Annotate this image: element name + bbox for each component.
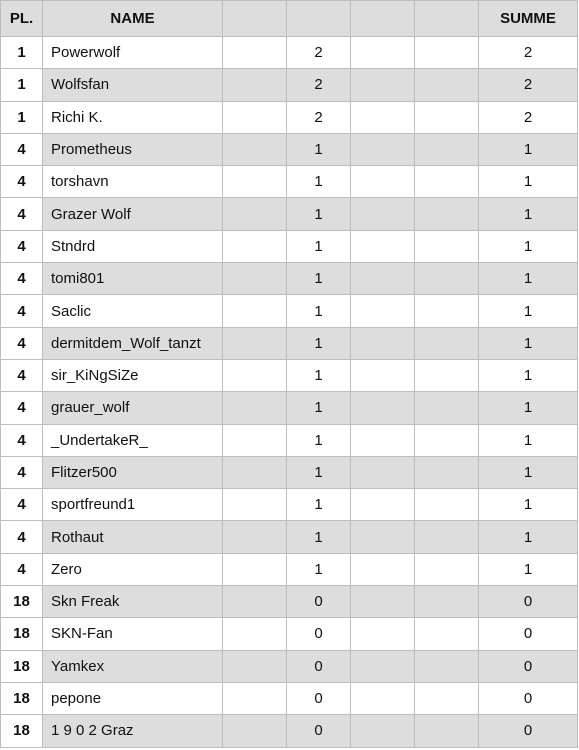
- empty-cell: [351, 198, 415, 230]
- empty-cell: [223, 715, 287, 747]
- table-row: [1, 359, 578, 391]
- header-empty-2: [287, 1, 351, 37]
- rank-cell: 4: [1, 133, 43, 165]
- empty-cell: [223, 682, 287, 714]
- summe-cell: 1: [479, 230, 578, 262]
- summe-cell: 1: [479, 359, 578, 391]
- empty-cell: [223, 133, 287, 165]
- empty-cell: [223, 618, 287, 650]
- empty-cell: [415, 198, 479, 230]
- empty-cell: [351, 69, 415, 101]
- empty-cell: [415, 359, 479, 391]
- empty-cell: [415, 392, 479, 424]
- rank-cell: 18: [1, 618, 43, 650]
- table-row: [1, 650, 578, 682]
- empty-cell: [415, 489, 479, 521]
- table-row: [1, 37, 578, 69]
- player-name-cell: grauer_wolf: [43, 392, 223, 424]
- empty-cell: [223, 101, 287, 133]
- empty-cell: [351, 166, 415, 198]
- points-cell: 1: [287, 263, 351, 295]
- summe-cell: 1: [479, 133, 578, 165]
- table-row: [1, 553, 578, 585]
- rank-cell: 4: [1, 166, 43, 198]
- empty-cell: [223, 650, 287, 682]
- header-empty-3: [351, 1, 415, 37]
- table-row: [1, 618, 578, 650]
- rank-cell: 18: [1, 586, 43, 618]
- empty-cell: [223, 327, 287, 359]
- table-row: [1, 166, 578, 198]
- rank-cell: 4: [1, 424, 43, 456]
- table-row: [1, 521, 578, 553]
- table-row: [1, 424, 578, 456]
- rank-cell: 4: [1, 198, 43, 230]
- player-name-cell: Skn Freak: [43, 586, 223, 618]
- header-name: NAME: [43, 1, 223, 37]
- rank-cell: 4: [1, 553, 43, 585]
- empty-cell: [351, 263, 415, 295]
- points-cell: 1: [287, 424, 351, 456]
- empty-cell: [223, 37, 287, 69]
- empty-cell: [223, 295, 287, 327]
- player-name-cell: Prometheus: [43, 133, 223, 165]
- summe-cell: 1: [479, 295, 578, 327]
- rank-cell: 1: [1, 69, 43, 101]
- points-cell: 1: [287, 392, 351, 424]
- empty-cell: [351, 327, 415, 359]
- summe-cell: 1: [479, 424, 578, 456]
- empty-cell: [351, 359, 415, 391]
- rank-cell: 18: [1, 650, 43, 682]
- empty-cell: [415, 101, 479, 133]
- player-name-cell: _UndertakeR_: [43, 424, 223, 456]
- points-cell: 1: [287, 230, 351, 262]
- empty-cell: [351, 715, 415, 747]
- rank-cell: 4: [1, 263, 43, 295]
- empty-cell: [351, 392, 415, 424]
- player-name-cell: Wolfsfan: [43, 69, 223, 101]
- points-cell: 0: [287, 586, 351, 618]
- empty-cell: [351, 682, 415, 714]
- points-cell: 1: [287, 295, 351, 327]
- empty-cell: [415, 37, 479, 69]
- header-empty-4: [415, 1, 479, 37]
- table-row: [1, 489, 578, 521]
- points-cell: 1: [287, 553, 351, 585]
- rank-cell: 4: [1, 489, 43, 521]
- empty-cell: [415, 166, 479, 198]
- empty-cell: [351, 489, 415, 521]
- empty-cell: [351, 456, 415, 488]
- table-row: [1, 715, 578, 747]
- points-cell: 0: [287, 715, 351, 747]
- empty-cell: [415, 553, 479, 585]
- table-row: [1, 230, 578, 262]
- player-name-cell: Richi K.: [43, 101, 223, 133]
- header-row: [1, 1, 578, 37]
- player-name-cell: Yamkex: [43, 650, 223, 682]
- player-name-cell: Saclic: [43, 295, 223, 327]
- empty-cell: [351, 553, 415, 585]
- empty-cell: [223, 198, 287, 230]
- empty-cell: [351, 618, 415, 650]
- rank-cell: 1: [1, 101, 43, 133]
- table-row: [1, 101, 578, 133]
- player-name-cell: Rothaut: [43, 521, 223, 553]
- summe-cell: 1: [479, 553, 578, 585]
- points-cell: 0: [287, 682, 351, 714]
- table-row: [1, 327, 578, 359]
- empty-cell: [415, 618, 479, 650]
- empty-cell: [351, 37, 415, 69]
- empty-cell: [351, 521, 415, 553]
- summe-cell: 0: [479, 650, 578, 682]
- player-name-cell: sportfreund1: [43, 489, 223, 521]
- empty-cell: [415, 327, 479, 359]
- empty-cell: [223, 489, 287, 521]
- rank-cell: 4: [1, 359, 43, 391]
- empty-cell: [223, 166, 287, 198]
- summe-cell: 1: [479, 263, 578, 295]
- player-name-cell: Grazer Wolf: [43, 198, 223, 230]
- empty-cell: [351, 133, 415, 165]
- empty-cell: [223, 230, 287, 262]
- empty-cell: [351, 230, 415, 262]
- empty-cell: [223, 263, 287, 295]
- points-cell: 1: [287, 359, 351, 391]
- points-cell: 1: [287, 133, 351, 165]
- table-row: [1, 392, 578, 424]
- table-row: [1, 456, 578, 488]
- empty-cell: [223, 69, 287, 101]
- points-cell: 2: [287, 101, 351, 133]
- empty-cell: [351, 586, 415, 618]
- player-name-cell: tomi801: [43, 263, 223, 295]
- empty-cell: [223, 456, 287, 488]
- summe-cell: 2: [479, 101, 578, 133]
- player-name-cell: 1 9 0 2 Graz: [43, 715, 223, 747]
- empty-cell: [415, 133, 479, 165]
- points-cell: 1: [287, 327, 351, 359]
- empty-cell: [415, 69, 479, 101]
- empty-cell: [223, 586, 287, 618]
- player-name-cell: sir_KiNgSiZe: [43, 359, 223, 391]
- empty-cell: [223, 553, 287, 585]
- rank-cell: 4: [1, 295, 43, 327]
- empty-cell: [351, 295, 415, 327]
- empty-cell: [415, 650, 479, 682]
- empty-cell: [351, 424, 415, 456]
- rank-cell: 1: [1, 37, 43, 69]
- summe-cell: 2: [479, 69, 578, 101]
- summe-cell: 2: [479, 37, 578, 69]
- player-name-cell: dermitdem_Wolf_tanzt: [43, 327, 223, 359]
- player-name-cell: pepone: [43, 682, 223, 714]
- table-row: [1, 586, 578, 618]
- points-cell: 1: [287, 198, 351, 230]
- empty-cell: [415, 230, 479, 262]
- empty-cell: [351, 650, 415, 682]
- empty-cell: [223, 424, 287, 456]
- player-name-cell: Flitzer500: [43, 456, 223, 488]
- player-name-cell: Stndrd: [43, 230, 223, 262]
- summe-cell: 1: [479, 489, 578, 521]
- points-cell: 0: [287, 650, 351, 682]
- points-cell: 2: [287, 37, 351, 69]
- summe-cell: 1: [479, 198, 578, 230]
- rank-cell: 4: [1, 392, 43, 424]
- points-cell: 0: [287, 618, 351, 650]
- points-cell: 1: [287, 521, 351, 553]
- summe-cell: 0: [479, 618, 578, 650]
- empty-cell: [415, 263, 479, 295]
- header-summe: SUMME: [479, 1, 578, 37]
- empty-cell: [415, 521, 479, 553]
- summe-cell: 1: [479, 456, 578, 488]
- player-name-cell: SKN-Fan: [43, 618, 223, 650]
- rank-cell: 4: [1, 327, 43, 359]
- rank-cell: 4: [1, 456, 43, 488]
- empty-cell: [223, 392, 287, 424]
- player-name-cell: Zero: [43, 553, 223, 585]
- table-row: [1, 69, 578, 101]
- empty-cell: [415, 295, 479, 327]
- empty-cell: [415, 682, 479, 714]
- summe-cell: 1: [479, 392, 578, 424]
- table-row: [1, 682, 578, 714]
- points-cell: 1: [287, 456, 351, 488]
- summe-cell: 0: [479, 682, 578, 714]
- rank-cell: 4: [1, 521, 43, 553]
- player-name-cell: torshavn: [43, 166, 223, 198]
- summe-cell: 1: [479, 521, 578, 553]
- points-cell: 2: [287, 69, 351, 101]
- player-name-cell: Powerwolf: [43, 37, 223, 69]
- table-row: [1, 263, 578, 295]
- rank-cell: 18: [1, 682, 43, 714]
- summe-cell: 0: [479, 715, 578, 747]
- empty-cell: [351, 101, 415, 133]
- empty-cell: [415, 586, 479, 618]
- rank-cell: 4: [1, 230, 43, 262]
- rank-cell: 18: [1, 715, 43, 747]
- empty-cell: [223, 521, 287, 553]
- table-row: [1, 133, 578, 165]
- empty-cell: [223, 359, 287, 391]
- empty-cell: [415, 456, 479, 488]
- header-empty-1: [223, 1, 287, 37]
- points-cell: 1: [287, 166, 351, 198]
- table-row: [1, 198, 578, 230]
- points-cell: 1: [287, 489, 351, 521]
- empty-cell: [415, 715, 479, 747]
- summe-cell: 1: [479, 327, 578, 359]
- header-pl: PL.: [1, 1, 43, 37]
- summe-cell: 0: [479, 586, 578, 618]
- summe-cell: 1: [479, 166, 578, 198]
- empty-cell: [415, 424, 479, 456]
- table-row: [1, 295, 578, 327]
